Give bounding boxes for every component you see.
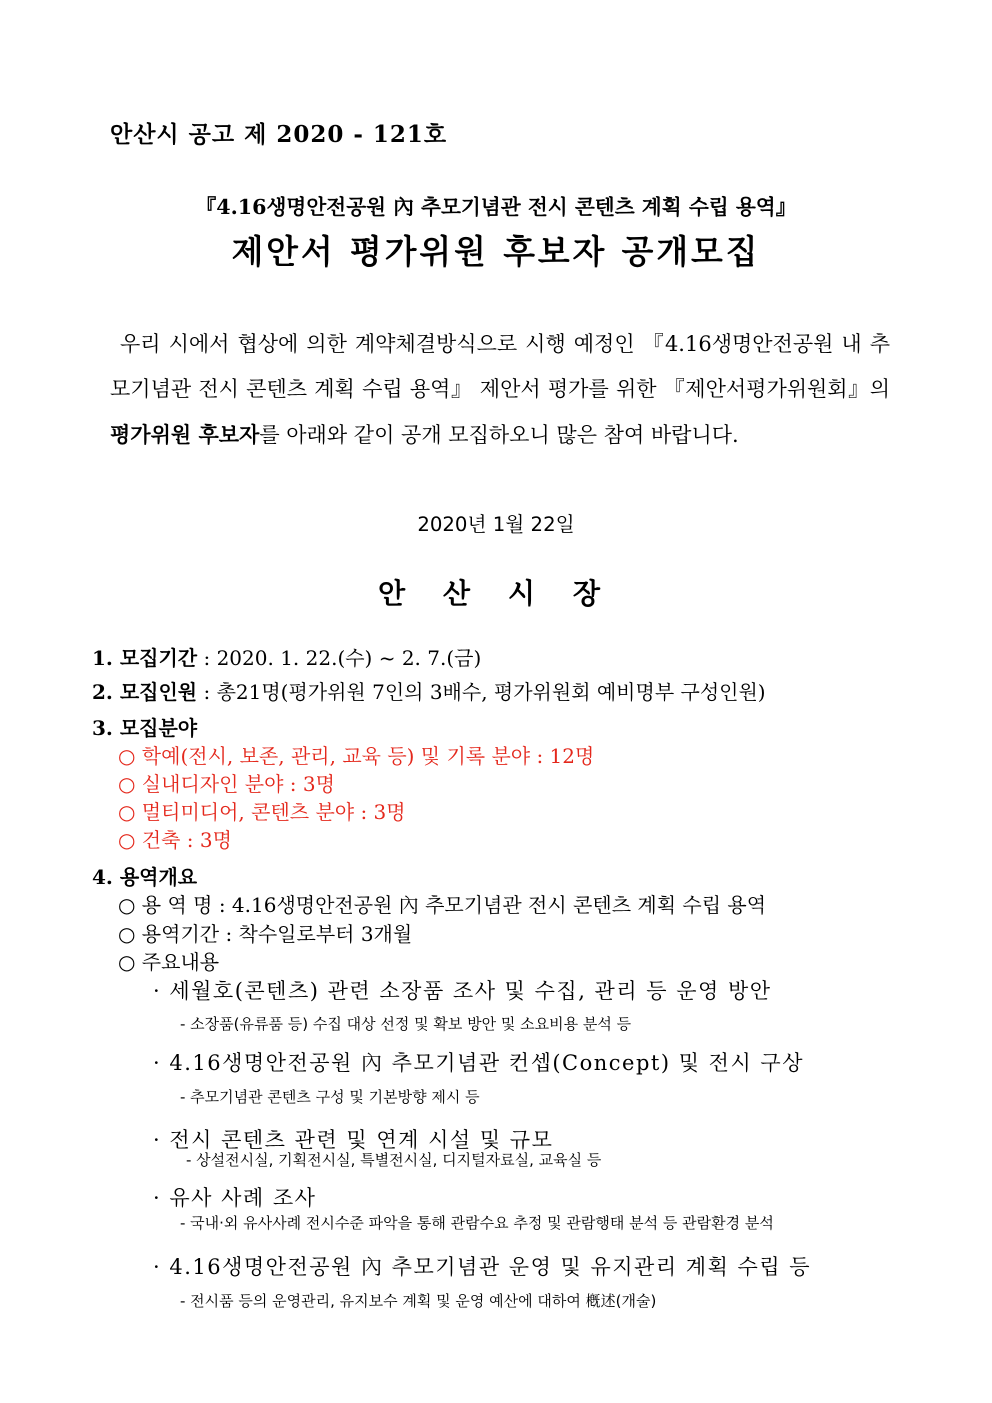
- overview-duration: ○ 용역기간 : 착수일로부터 3개월: [118, 922, 413, 946]
- notice-date: 2020년 1월 22일: [417, 513, 575, 536]
- section-people: [92, 676, 766, 705]
- overview-contents-label: ○ 주요내용: [118, 950, 220, 974]
- content-item-title: · 세월호(콘텐츠) 관련 소장품 조사 및 수집, 관리 등 운영 방안: [153, 979, 772, 1003]
- section-period-label: 1. 모집기간: [92, 646, 198, 670]
- content-item-detail: - 상설전시실, 기획전시실, 특별전시실, 디지털자료실, 교육실 등: [186, 1151, 602, 1169]
- section-fields: [92, 712, 197, 741]
- intro-text-1: 우리 시에서 협상에 의한 계약체결방식으로 시행 예정인 『4.16생명안전공원 내 추모기념관 전시 콘텐츠 계획 수립 용역』 제안서 평가를 위한 『제안서평가위원회』의: [110, 332, 890, 401]
- section-fields-label: 3. 모집분야: [92, 716, 198, 740]
- section-period-value: : 2020. 1. 22.(수) ~ 2. 7.(금): [197, 646, 482, 670]
- overview-name: ○ 용 역 명 : 4.16생명안전공원 內 추모기념관 전시 콘텐츠 계획 수립 용역: [118, 893, 767, 917]
- section-people-label: 2. 모집인원: [92, 680, 198, 704]
- notice-number: 안산시 공고 제 2020 - 121호: [110, 121, 448, 148]
- issuer: 안 산 시 장: [377, 577, 615, 610]
- content-item-detail: - 추모기념관 콘텐츠 구성 및 기본방향 제시 등: [180, 1088, 480, 1106]
- project-subtitle: 『4.16생명안전공원 內 추모기념관 전시 콘텐츠 계획 수립 용역』: [195, 195, 797, 219]
- section-people-value: : 총21명(평가위원 7인의 3배수, 평가위원회 예비명부 구성인원): [197, 680, 766, 704]
- page-title: 제안서 평가위원 후보자 공개모집: [231, 232, 761, 271]
- field-item: ○ 멀티미디어, 콘텐츠 분야 : 3명: [118, 800, 406, 824]
- intro-bold-text: 평가위원 후보자: [110, 422, 260, 447]
- field-item: ○ 실내디자인 분야 : 3명: [118, 772, 335, 796]
- field-item: ○ 학예(전시, 보존, 관리, 교육 등) 및 기록 분야 : 12명: [118, 744, 595, 768]
- intro-paragraph: [110, 322, 890, 458]
- content-item-detail: - 국내·외 유사사례 전시수준 파악을 통해 관람수요 추정 및 관람행태 분석 등 관람환경 분석: [180, 1214, 774, 1232]
- section-period: [92, 642, 481, 671]
- content-item-title: · 4.16생명안전공원 內 추모기념관 운영 및 유지관리 계획 수립 등: [153, 1255, 812, 1279]
- content-item-title: · 4.16생명안전공원 內 추모기념관 컨셉(Concept) 및 전시 구상: [153, 1051, 804, 1075]
- field-item: ○ 건축 : 3명: [118, 828, 232, 852]
- section-overview-label: 4. 용역개요: [92, 865, 198, 889]
- content-item-detail: - 소장품(유류품 등) 수집 대상 선정 및 확보 방안 및 소요비용 분석 등: [180, 1015, 632, 1033]
- section-overview: [92, 861, 197, 890]
- intro-text-2: 를 아래와 같이 공개 모집하오니 많은 참여 바랍니다.: [259, 423, 739, 447]
- content-item-detail: - 전시품 등의 운영관리, 유지보수 계획 및 운영 예산에 대하여 槪述(개술): [180, 1292, 657, 1310]
- content-item-title: · 유사 사례 조사: [153, 1186, 317, 1210]
- content-item-title: · 전시 콘텐츠 관련 및 연계 시설 및 규모: [153, 1128, 554, 1152]
